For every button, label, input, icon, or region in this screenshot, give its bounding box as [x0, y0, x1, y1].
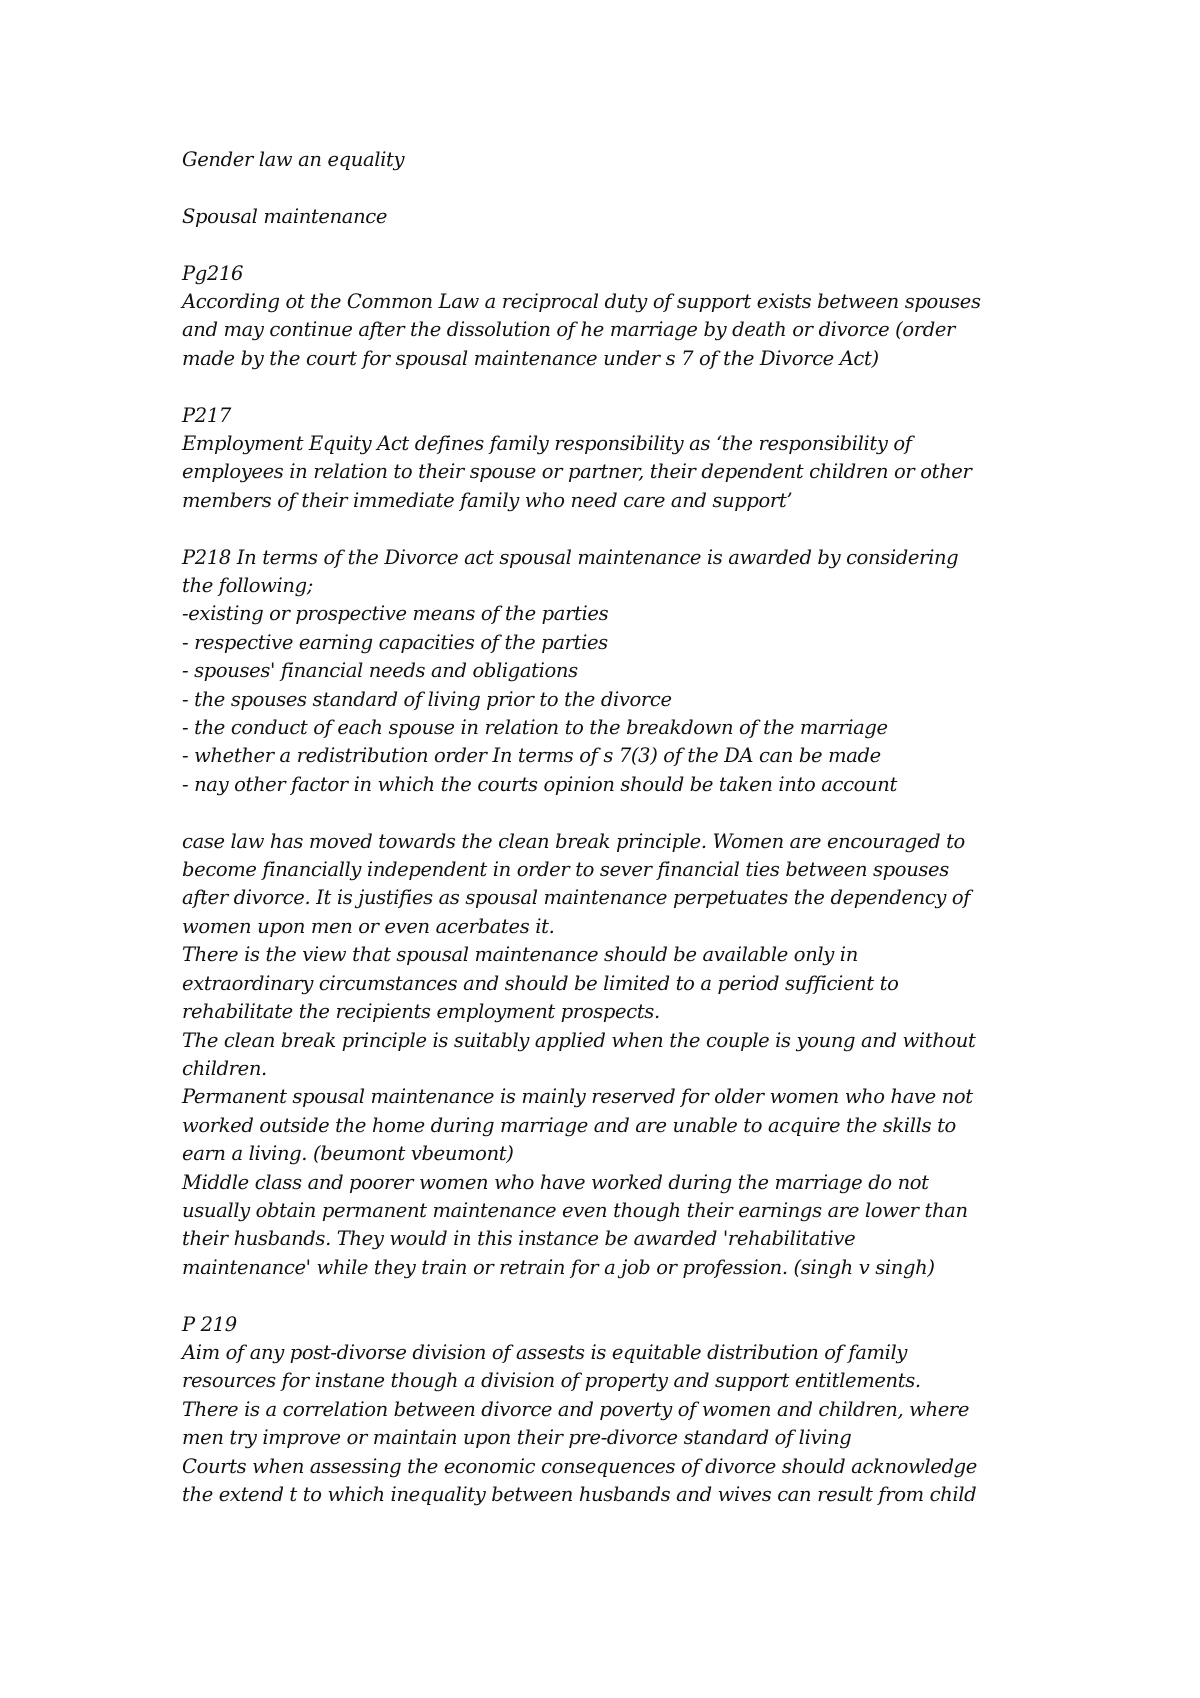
text-line: usually obtain permanent maintenance even though their earnings are lower than [182, 1198, 968, 1222]
paragraph-gap [182, 373, 1062, 401]
text-line: The clean break principle is suitably applied when the couple is young and without [182, 1028, 976, 1052]
text-line: employees in relation to their spouse or partner, their dependent children or other [182, 460, 972, 484]
text-line: There is a correlation between divorce and poverty of women and children, where [182, 1397, 970, 1421]
page-reference: P217 [182, 403, 231, 427]
text-line: earn a living. (beumont vbeumont) [182, 1142, 514, 1166]
section-p218 [182, 544, 1062, 800]
text-line: women upon men or even acerbates it. [182, 914, 555, 938]
page-reference: P 219 [182, 1312, 237, 1336]
list-item: - nay other factor in which the courts opinion should be taken into account [182, 772, 897, 796]
paragraph-gap [182, 1282, 1062, 1310]
text-line: According ot the Common Law a reciprocal duty of support exists between spouses [182, 290, 981, 313]
text-line: Middle class and poorer women who have worked during the marriage do not [182, 1170, 929, 1194]
text-line: children. [182, 1056, 267, 1080]
text-line: worked outside the home during marriage and are unable to acquire the skills to [182, 1113, 956, 1137]
text-line: case law has moved towards the clean break principle. Women are encouraged to [182, 829, 965, 853]
text-line: Permanent spousal maintenance is mainly reserved for older women who have not [182, 1085, 973, 1109]
text-line: extraordinary circumstances and should be limited to a period sufficient to [182, 971, 899, 995]
text-line: the following; [182, 574, 313, 598]
text-line: rehabilitate the recipients employment prospects. [182, 1000, 660, 1024]
text-line: men try improve or maintain upon their pre-divorce standard of living [182, 1426, 852, 1450]
section-p219 [182, 1311, 1062, 1510]
text-line: Employment Equity Act defines family responsibility as ‘the responsibility of [182, 432, 912, 456]
text-line: P218 In terms of the Divorce act spousal maintenance is awarded by considering [182, 545, 959, 569]
text-line: Aim of any post-divorse division of assests is equitable distribution of family [182, 1340, 908, 1364]
list-item: - respective earning capacities of the parties [182, 630, 608, 654]
text-line: members of their immediate family who need care and support’ [182, 488, 793, 512]
page-reference: Pg216 [182, 261, 244, 285]
text-line: made by the court for spousal maintenance under s 7 of the Divorce Act) [182, 346, 879, 370]
section-p217 [182, 402, 1062, 516]
text-line: maintenance' while they train or retrain for a job or profession. (singh v singh) [182, 1255, 935, 1279]
list-item: - the conduct of each spouse in relation to the breakdown of the marriage [182, 716, 888, 740]
list-item: - the spouses standard of living prior to the divorce [182, 687, 672, 711]
document-title: Gender law an equality [182, 148, 405, 171]
section-case-law [182, 828, 1062, 1283]
text-line: There is the view that spousal maintenance should be available only in [182, 943, 858, 967]
text-line: their husbands. They would in this instance be awarded 'rehabilitative [182, 1227, 856, 1251]
text-line: after divorce. It is justifies as spousal maintenance perpetuates the dependency of [182, 886, 971, 910]
text-line: become financially independent in order to sever financial ties between spouses [182, 858, 949, 882]
text-line: the extend t to which inequality between husbands and wives can result from child [182, 1483, 977, 1506]
list-item: - spouses' financial needs and obligations [182, 659, 578, 683]
text-line: resources for instane though a division of property and support entitlements. [182, 1369, 921, 1393]
section-pg216 [182, 260, 1062, 374]
document-body [182, 146, 1062, 1509]
paragraph-gap [182, 174, 1062, 202]
paragraph-gap [182, 799, 1062, 827]
paragraph-gap [182, 231, 1062, 259]
text-line: and may continue after the dissolution of he marriage by death or divorce (order [182, 318, 956, 342]
paragraph-gap [182, 515, 1062, 543]
list-item: -existing or prospective means of the parties [182, 602, 609, 626]
text-line: Courts when assessing the economic consequences of divorce should acknowledge [182, 1454, 977, 1478]
list-item: - whether a redistribution order In terms of s 7(3) of the DA can be made [182, 744, 881, 768]
document-subtitle: Spousal maintenance [182, 204, 388, 228]
